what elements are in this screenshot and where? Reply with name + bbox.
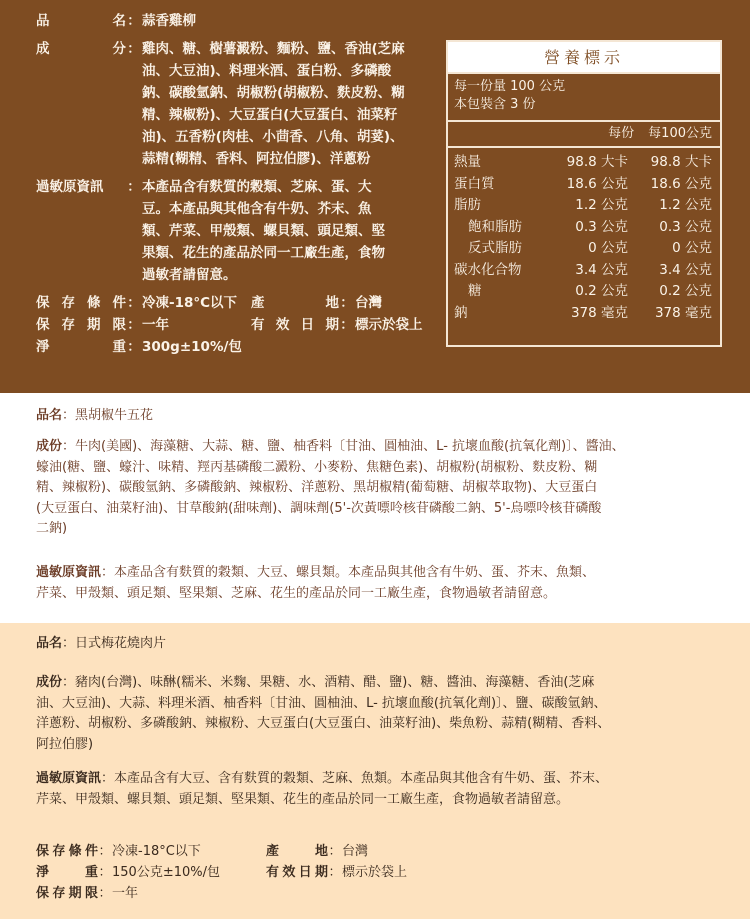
nutrition-header — [448, 122, 720, 148]
net-weight-label: 淨 重 — [36, 339, 126, 355]
product-name: 日式梅花燒肉片 — [75, 636, 167, 651]
product-name-row: 品名：黑胡椒牛五花 — [36, 408, 154, 423]
storage-label: 保 存 條 件 — [36, 295, 126, 311]
net-weight-value: 150公克±10%/包 — [112, 865, 220, 880]
origin-label: 產 地 — [251, 295, 339, 311]
product-name-label: 品 名 — [36, 13, 126, 29]
origin-value: 台灣 — [342, 844, 369, 859]
nutrition-row: 飽和脂肪 0.3 公克 0.3 公克 — [468, 218, 712, 235]
product-name-label: 品名 — [36, 408, 63, 423]
expiry-label: 有 效 日 期 — [266, 865, 328, 880]
serving-info — [448, 74, 720, 122]
allergen-text: 本產品含有麩質的穀類、芝麻、蛋、大 豆。本產品與其他含有牛奶、芥末、魚 類、芹菜、甲殼類、螺貝類、頭足類、堅 果類、花生的產品於同一工廠生產，食物 過敏者請留意。 — [142, 179, 385, 283]
shelf-life-label: 保 存 期 限 — [36, 317, 126, 333]
per-serving-header: 每份 — [608, 126, 635, 141]
nutrition-row: 鈉 378 毫克 378 毫克 — [454, 304, 712, 321]
ingredients-row: 成 分 ： 雞肉、糖、樹薯澱粉、麵粉、鹽、香油(芝麻 油、大豆油)、料理米酒、蛋白粉、多磷酸 鈉、碳酸氫鈉、胡椒粉(胡椒粉、麩皮粉、糊 精、辣椒粉)、大豆蛋白(大豆蛋白、油菜籽 油)、五香粉(肉桂、小茴香、八角、胡荽)、 蒜精(糊精、香料、阿拉伯膠)、洋蔥粉 — [36, 38, 436, 170]
per-100g-header: 每100公克 — [648, 126, 712, 141]
product-name-row: 品名：日式梅花燒肉片 — [36, 636, 167, 651]
expiry-value: 標示於袋上 — [355, 317, 423, 333]
product-japanese-pork-section — [0, 623, 750, 919]
nutrition-row: 糖 0.2 公克 0.2 公克 — [468, 283, 712, 299]
product-name: 蒜香雞柳 — [142, 13, 196, 29]
shelf-life-value: 一年 — [112, 886, 139, 901]
storage-label: 保 存 條 件 — [36, 844, 98, 859]
nutrition-facts-table — [446, 40, 722, 347]
net-weight-label: 淨 重 — [36, 865, 98, 880]
storage-origin-row: 保 存 條 件 ： 冷凍-18°C以下 產 地 ： 台灣 — [36, 841, 716, 862]
ingredients-block: 成份：牛肉(美國)、海藻糖、大蒜、糖、鹽、柚香料〔甘油、圓柚油、L- 抗壞血酸(抗氧化劑)〕、醬油、 蠔油(糖、鹽、蠔汁、味精、羥丙基磷酸二澱粉、小麥粉、焦糖色素)、胡椒粉(胡椒粉、麩皮粉、糊 精、辣椒粉)、碳酸氫鈉、多磷酸鈉、辣椒粉、洋蔥粉、黑胡椒精(葡萄糖、胡椒萃取物)、大豆蛋白 (大豆蛋白、油菜籽油)、甘草酸鈉(甜味劑)、調味劑(5'-次黃嘌呤核苷磷酸二鈉、5'-烏嘌呤核苷磷酸 二鈉) — [36, 439, 625, 536]
allergen-block: 過敏原資訊：本產品含有麩質的穀類、大豆、螺貝類。本產品與其他含有牛奶、蛋、芥末、魚類、 芹菜、甲殼類、頭足類、堅果類、芝麻、花生的產品於同一工廠生產，食物過敏者請留意。 — [36, 565, 596, 601]
allergen-label: 過敏原資訊 — [36, 565, 102, 580]
shelf-life-row: 保 存 期 限 ： 一年 — [36, 883, 716, 904]
nutrition-row: 蛋白質 18.6 公克 18.6 公克 — [454, 175, 712, 192]
net-weight-row: 淨 重 ： 300g±10%/包 — [36, 336, 436, 358]
ingredients-label: 成份 — [36, 439, 63, 454]
allergen-label: 過敏原資訊 — [36, 771, 102, 786]
storage-value: 冷凍-18°C以下 — [112, 844, 201, 859]
allergen-label: 過敏原資訊 — [36, 179, 104, 195]
net-weight-value: 300g±10%/包 — [142, 339, 242, 355]
product-details — [36, 841, 716, 904]
allergen-block: 過敏原資訊：本產品含有大豆、含有麩質的穀類、芝麻、魚類。本產品與其他含有牛奶、蛋、芥末、 芹菜、甲殼類、螺貝類、頭足類、堅果類、花生的產品於同一工廠生產，食物過敏者請留意。 — [36, 771, 609, 807]
ingredients-label: 成 分 — [36, 41, 126, 57]
ingredients-label: 成份 — [36, 675, 63, 690]
ingredients-block: 成份：豬肉(台灣)、味醂(糯米、米麴、果糖、水、酒精、醋、鹽)、糖、醬油、海藻糖、香油(芝麻 油、大豆油)、大蒜、料理米酒、柚香料〔甘油、圓柚油、L- 抗壞血酸(抗氧化劑)〕、鹽、碳酸氫鈉、 洋蔥粉、胡椒粉、多磷酸鈉、辣椒粉、大豆蛋白(大豆蛋白、油菜籽油)、柴魚粉、蒜精(糊精、香料、 阿拉伯膠) — [36, 675, 611, 752]
origin-label: 產 地 — [266, 844, 328, 859]
nutrition-row: 碳水化合物 3.4 公克 3.4 公克 — [454, 261, 712, 278]
product-info — [36, 10, 436, 358]
storage-origin-row: 保 存 條 件 ： 冷凍-18°C以下 產 地 ： 台灣 — [36, 292, 436, 314]
allergen-row: 過敏原資訊 ： 本產品含有麩質的穀類、芝麻、蛋、大 豆。本產品與其他含有牛奶、芥末、魚 類、芹菜、甲殼類、螺貝類、頭足類、堅 果類、花生的產品於同一工廠生產，食物 過敏者請留意。 — [36, 176, 436, 286]
product-black-pepper-beef-section — [0, 393, 750, 623]
product-garlic-chicken-section — [0, 0, 750, 393]
nutrition-row: 熱量 98.8 大卡 98.8 大卡 — [454, 154, 712, 170]
shelf-expiry-row: 保 存 期 限 ： 一年 有 效 日 期 ： 標示於袋上 — [36, 314, 436, 336]
nutrition-row: 反式脂肪 0 公克 0 公克 — [468, 240, 712, 256]
shelf-life-label: 保 存 期 限 — [36, 886, 98, 901]
shelf-life-value: 一年 — [142, 317, 169, 333]
weight-expiry-row: 淨 重 ： 150公克±10%/包 有 效 日 期 ： 標示於袋上 — [36, 862, 716, 883]
nutrition-row: 脂肪 1.2 公克 1.2 公克 — [454, 197, 712, 213]
servings-per-pack: 本包裝含 3 份 — [454, 97, 536, 112]
product-name-label: 品名 — [36, 636, 63, 651]
product-name-row: 品 名 ： 蒜香雞柳 — [36, 10, 436, 32]
nutrition-rows — [448, 148, 720, 324]
expiry-label: 有 效 日 期 — [251, 317, 339, 333]
nutrition-title: 營養標示 — [448, 42, 720, 74]
storage-value: 冷凍-18°C以下 — [142, 295, 238, 311]
origin-value: 台灣 — [355, 295, 382, 311]
serving-size: 每一份量 100 公克 — [454, 79, 566, 94]
expiry-value: 標示於袋上 — [342, 865, 408, 880]
product-name: 黑胡椒牛五花 — [75, 408, 154, 423]
ingredients-text: 雞肉、糖、樹薯澱粉、麵粉、鹽、香油(芝麻 油、大豆油)、料理米酒、蛋白粉、多磷酸 鈉、碳酸氫鈉、胡椒粉(胡椒粉、麩皮粉、糊 精、辣椒粉)、大豆蛋白(大豆蛋白、油菜籽 油)、五香粉(肉桂、小茴香、八角、胡荽)、 蒜精(糊精、香料、阿拉伯膠)、洋蔥粉 — [142, 41, 405, 167]
